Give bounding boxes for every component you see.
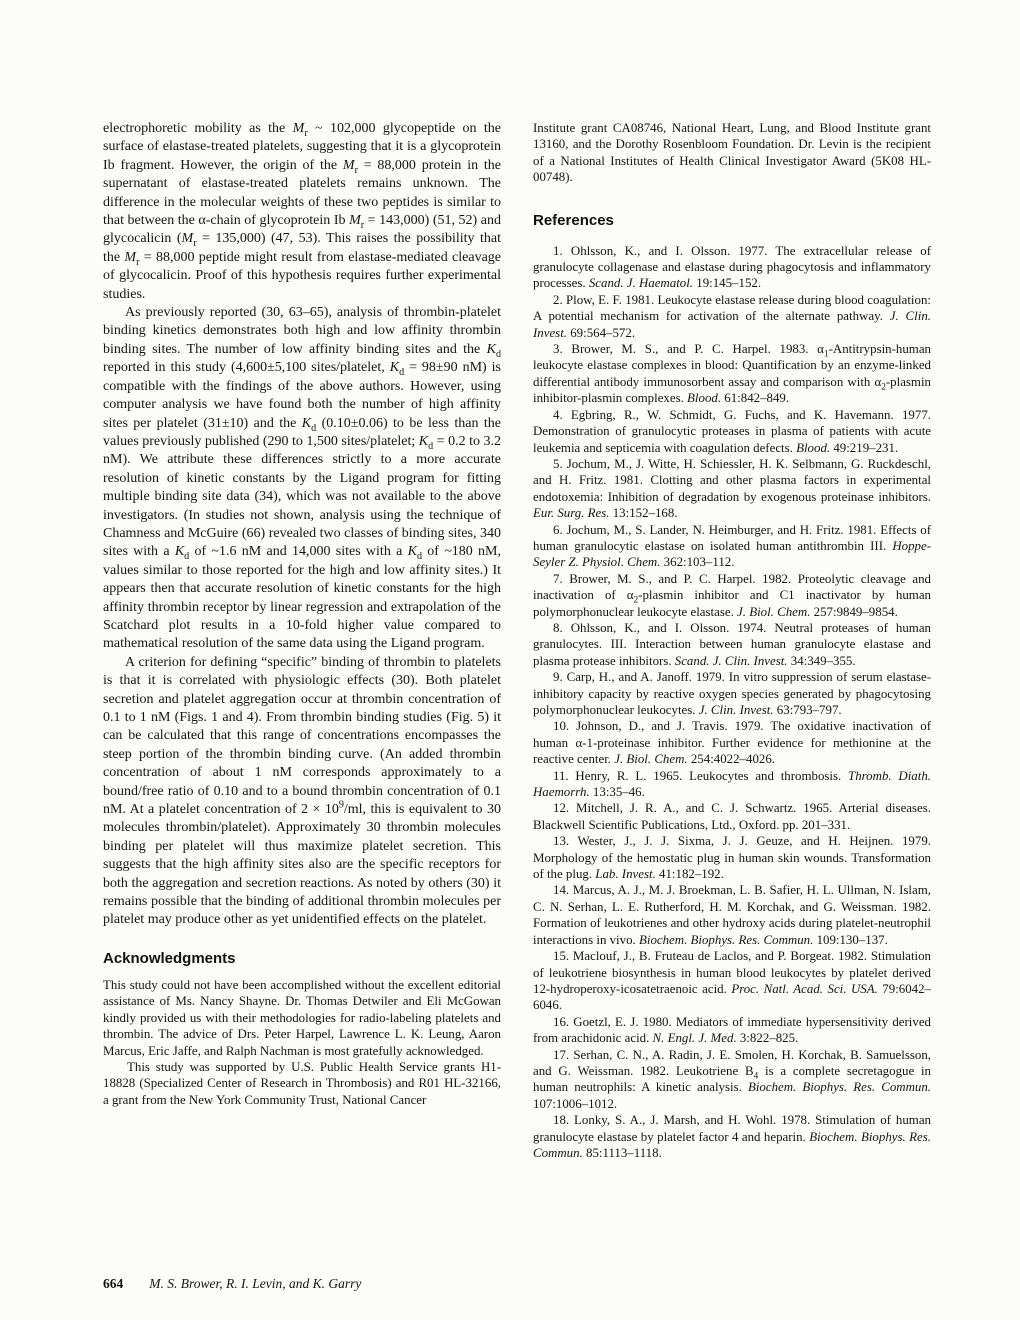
page-number: 664 bbox=[103, 1276, 124, 1291]
page-footer bbox=[103, 1276, 361, 1292]
reference-item: 10. Johnson, D., and J. Travis. 1979. The oxidative inactivation of human α-1-proteinase inhibitor. Further evidence for methionine at the reactive center. J. Biol. Chem. 254:4022–4026. bbox=[533, 719, 931, 767]
acknowledgments-paragraph: This study could not have been accomplished without the excellent editorial assistance of Ms. Nancy Shayne. Dr. Thomas Detwiler and Eli McGowan kindly provided us with their methodologies for radio-labeling platelets and thrombin. The advice of Drs. Peter Harpel, Lawrence L. K. Leung, Aaron Marcus, Eric Jaffe, and Ralph Nachman is most gratefully acknowledged. bbox=[103, 977, 501, 1058]
reference-item: 6. Jochum, M., S. Lander, N. Heimburger, and H. Fritz. 1981. Effects of human granulocytic elastase on isolated human antithrombin III. Hoppe-Seyler Z. Physiol. Chem. 362:103–112. bbox=[533, 522, 931, 570]
running-authors: M. S. Brower, R. I. Levin, and K. Garry bbox=[149, 1276, 362, 1291]
reference-item: 9. Carp, H., and A. Janoff. 1979. In vitro suppression of serum elastase-inhibitory capacity by reactive oxygen species generated by phagocytosing polymorphonuclear leukocytes. J. Clin. Invest. 63:793–797. bbox=[533, 670, 931, 717]
acknowledgments-text bbox=[103, 977, 501, 1108]
acknowledgments-heading: Acknowledgments bbox=[103, 949, 236, 967]
discussion-text bbox=[103, 120, 501, 930]
references-heading: References bbox=[533, 211, 614, 229]
reference-item: 17. Serhan, C. N., A. Radin, J. E. Smolen, H. Korchak, B. Samuelsson, and G. Weissman. 1982. Leukotriene $B_4$ is a complete secretagogue in human neutrophils: A kinetic analysis. Biochem. Biophys. Res. Commun. 107:1006–1012. bbox=[533, 1047, 931, 1111]
left-column bbox=[103, 120, 501, 1161]
acknowledgments-paragraph: This study was supported by U.S. Public Health Service grants H1-18828 (Specialized Center of Research in Thrombosis) and R01 HL-32166, a grant from the New York Community Trust, National Cancer bbox=[103, 1059, 501, 1107]
reference-item: 12. Mitchell, J. R. A., and C. J. Schwartz. 1965. Arterial diseases. Blackwell Scientific Publications, Ltd., Oxford. pp. 201–331. bbox=[533, 801, 931, 832]
reference-item: 8. Ohlsson, K., and I. Olsson. 1974. Neutral proteases of human granulocytes. III. Interaction between human granulocyte elastase and plasma protease inhibitors. Scand. J. Clin. Invest. 34:349–355. bbox=[533, 620, 931, 668]
reference-item: 14. Marcus, A. J., M. J. Broekman, L. B. Safier, H. L. Ullman, N. Islam, C. N. Serhan, L. E. Rutherford, H. M. Korchak, and G. Weissman. 1982. Formation of leukotrienes and other hydroxy acids during platelet-neutrophil interactions in vivo. Biochem. Biophys. Res. Commun. 109:130–137. bbox=[533, 883, 931, 947]
reference-item: 2. Plow, E. F. 1981. Leukocyte elastase release during blood coagulation: A potential mechanism for activation of the alternate pathway. J. Clin. Invest. 69:564–572. bbox=[533, 292, 931, 340]
reference-item: 7. Brower, M. S., and P. C. Harpel. 1982. Proteolytic cleavage and inactivation of $\alpha_2$-plasmin inhibitor and C1 inactivator by human polymorphonuclear leukocyte elastase. J. Biol. Chem. 257:9849–9854. bbox=[533, 571, 931, 619]
reference-item: 1. Ohlsson, K., and I. Olsson. 1977. The extracellular release of granulocyte collagenase and elastase during phagocytosis and inflammatory processes. Scand. J. Haematol. 19:145–152. bbox=[533, 243, 931, 291]
discussion-paragraph: electrophoretic mobility as the $M_r$ ~ 102,000 glycopeptide on the surface of elastase-treated platelets, suggesting that it is a glycoprotein Ib fragment. However, the origin of the $M_r = 88,000$ protein in the supernatant of elastase-treated platelets remains unknown. The difference in the molecular weights of these two peptides is similar to that between the α-chain of glycoprotein Ib $M_r = 143,000$) (51, 52) and glycocalicin $(M_r = 135,000)$ (47, 53). This raises the possibility that the $M_r = 88,000$ peptide might result from elastase-mediated cleavage of glycocalicin. Proof of this hypothesis requires further experimental studies. bbox=[103, 121, 501, 302]
discussion-paragraph: As previously reported (30, 63–65), analysis of thrombin-platelet binding kinetics demonstrates both high and low affinity thrombin binding sites. The number of low affinity binding sites and the $K_d$ reported in this study (4,600±5,100 sites/platelet, $K_d = 98\pm 90$ nM) is compatible with the findings of the above authors. However, using computer analysis we have found both the number of high affinity sites per platelet (31±10) and the $K_d$ (0.10±0.06) to be less than the values previously published (290 to 1,500 sites/platelet; $K_d = 0.2$ to 3.2 nM). We attribute these differences strictly to a more accurate resolution of kinetic constants by the Ligand program for fitting multiple binding site data (34), which was not available to the above investigators. (In studies not shown, analysis using the technique of Chamness and McGuire (66) revealed two classes of binding sites, 340 sites with a $K_d$ of ~1.6 nM and 14,000 sites with a $K_d$ of ~180 nM, values similar to those reported for the high and low affinity sites.) It appears then that accurate resolution of kinetic constants for the high affinity thrombin receptor by linear regression and extrapolation of the Scatchard plot results in a 10-fold higher value compared to mathematical resolution of the same data using the Ligand program. bbox=[103, 305, 501, 652]
acknowledgments-continuation bbox=[533, 120, 931, 186]
reference-item: 3. Brower, M. S., and P. C. Harpel. 1983. $\alpha_1-Antitrypsin$-human leukocyte elastase complexes in blood: Quantification by an enzyme-linked differential antibody immunosorbent assay and comparison with $\alpha_2$-plasmin inhibitor-plasmin complexes. Blood. 61:842–849. bbox=[533, 342, 931, 406]
reference-item: 5. Jochum, M., J. Witte, H. Schiessler, H. K. Selbmann, G. Ruckdeschl, and H. Fritz. 1981. Clotting and other plasma factors in experimental endotoxemia: Inhibition of degradation by exogenous proteinase inhibitors. Eur. Surg. Res. 13:152–168. bbox=[533, 456, 931, 521]
two-column-layout bbox=[103, 120, 931, 1161]
discussion-paragraph: A criterion for defining “specific” binding of thrombin to platelets is that it is correlated with physiologic effects (30). Both platelet secretion and platelet aggregation occur at thrombin concentration of 0.1 to 1 nM (Figs. 1 and 4). From thrombin binding studies (Fig. 5) it can be calculated that this range of concentrations encompasses the steep portion of the thrombin binding curve. (An added thrombin concentration of about 1 nM corresponds approximately to a bound/free ratio of 0.10 and to a bound thrombin concentration of 0.1 nM. At a platelet concentration of $2 \times 10^9/ml$, this is equivalent to 30 molecules thrombin/platelet). Approximately 30 thrombin molecules binding per platelet will thus maximize platelet secretion. This suggests that the high affinity sites also are the specific receptors for both the aggregation and secretion reactions. As noted by others (30) it remains possible that the binding of additional thrombin molecules per platelet may produce other as yet unidentified effects on the platelet. bbox=[103, 654, 501, 928]
acknowledgments-paragraph: Institute grant CA08746, National Heart, Lung, and Blood Institute grant 13160, and the Dorothy Rosenbloom Foundation. Dr. Levin is the recipient of a National Institutes of Health Clinical Investigator Award (5K08 HL-00748). bbox=[533, 121, 931, 185]
reference-item: 11. Henry, R. L. 1965. Leukocytes and thrombosis. Thromb. Diath. Haemorrh. 13:35–46. bbox=[533, 768, 931, 800]
references-list bbox=[533, 243, 931, 1162]
reference-item: 4. Egbring, R., W. Schmidt, G. Fuchs, and K. Havemann. 1977. Demonstration of granulocytic proteases in plasma of patients with acute leukemia and septicemia with coagulation defects. Blood. 49:219–231. bbox=[533, 407, 931, 455]
reference-item: 15. Maclouf, J., B. Fruteau de Laclos, and P. Borgeat. 1982. Stimulation of leukotriene biosynthesis in human blood leukocytes by platelet derived 12-hydroperoxy-icosatetraenoic acid. Proc. Natl. Acad. Sci. USA. 79:6042–6046. bbox=[533, 949, 931, 1013]
reference-item: 13. Wester, J., J. J. Sixma, J. J. Geuze, and H. Heijnen. 1979. Morphology of the hemostatic plug in human skin wounds. Transformation of the plug. Lab. Invest. 41:182–192. bbox=[533, 834, 931, 882]
reference-item: 16. Goetzl, E. J. 1980. Mediators of immediate hypersensitivity derived from arachidonic acid. N. Engl. J. Med. 3:822–825. bbox=[533, 1014, 931, 1046]
reference-item: 18. Lonky, S. A., J. Marsh, and H. Wohl. 1978. Stimulation of human granulocyte elastase by platelet factor 4 and heparin. Biochem. Biophys. Res. Commun. 85:1113–1118. bbox=[533, 1113, 931, 1160]
right-column bbox=[533, 120, 931, 1161]
